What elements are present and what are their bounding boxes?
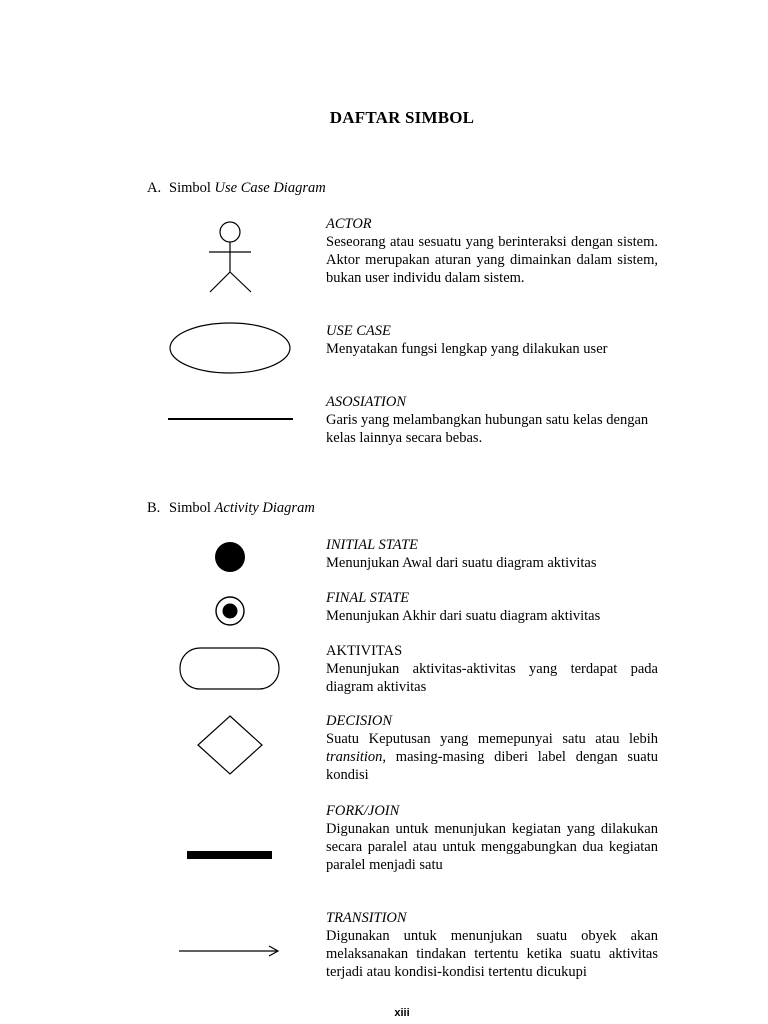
stick-figure-icon: [160, 220, 300, 294]
entry-name: TRANSITION: [326, 910, 407, 926]
entry-name: DECISION: [326, 713, 393, 729]
entry-description: Menunjukan aktivitas-aktivitas yang terdapat pada diagram aktivitas: [326, 661, 658, 695]
entry-initial-state: [326, 536, 658, 572]
entry-description: Seseorang atau sesuatu yang berinteraksi dengan sistem. Aktor merupakan aturan yang dimainkan dalam sistem, bukan user individu dalam sistem.: [326, 234, 658, 286]
description-italic-term: transition: [326, 749, 383, 765]
entry-name: ASOSIATION: [326, 394, 407, 410]
entry-aktivitas: [326, 642, 658, 696]
arrow-right-icon: [160, 942, 300, 960]
entry-asosiation: [326, 393, 658, 447]
section-name: Use Case Diagram: [214, 180, 326, 196]
entry-fork-join: [326, 802, 658, 874]
entry-description: [326, 730, 658, 784]
entry-final-state: [326, 589, 658, 625]
entry-description: Menunjukan Akhir dari suatu diagram aktivitas: [326, 608, 601, 624]
entry-decision: [326, 712, 658, 784]
entry-transition: [326, 909, 658, 981]
description-part: , masing-masing diberi label dengan suatu kondisi: [326, 749, 658, 783]
page-title: DAFTAR SIMBOL: [329, 108, 475, 127]
thick-bar-icon: [160, 848, 300, 862]
entry-actor: [326, 215, 658, 287]
entry-description: Garis yang melambangkan hubungan satu kelas dengan kelas lainnya secara bebas.: [326, 412, 649, 446]
section-letter: A.: [147, 180, 162, 196]
rounded-rectangle-icon: [160, 646, 300, 692]
description-part: Suatu Keputusan yang memepunyai satu atau lebih: [326, 731, 658, 747]
ellipse-icon: [160, 321, 300, 375]
line-icon: [160, 412, 300, 426]
section-name: Activity Diagram: [214, 500, 315, 516]
entry-description: Digunakan untuk menunjukan suatu obyek akan melaksanakan tindakan tertentu ketika suatu aktivitas terjadi atau kondisi-kondisi tertentu dicukupi: [326, 928, 658, 980]
section-letter: B.: [147, 500, 161, 516]
entry-name: FORK/JOIN: [326, 803, 400, 819]
diamond-icon: [160, 714, 300, 776]
entry-name: FINAL STATE: [326, 590, 410, 606]
filled-circle-icon: [160, 540, 300, 574]
entry-name: INITIAL STATE: [326, 537, 418, 553]
section-heading-use-case: [147, 180, 326, 197]
entry-name: USE CASE: [326, 323, 391, 339]
page-number: xiii: [394, 1007, 410, 1019]
entry-description: Menunjukan Awal dari suatu diagram aktivitas: [326, 555, 597, 571]
entry-description: Menyatakan fungsi lengkap yang dilakukan user: [326, 341, 608, 357]
entry-description: Digunakan untuk menunjukan kegiatan yang dilakukan secara paralel atau untuk menggabungkan dua kegiatan paralel menjadi satu: [326, 821, 658, 873]
section-heading-activity: [147, 500, 315, 517]
section-prefix: Simbol: [169, 500, 211, 516]
entry-name: ACTOR: [326, 216, 372, 232]
section-prefix: Simbol: [169, 180, 211, 196]
bullseye-icon: [160, 594, 300, 628]
entry-name: AKTIVITAS: [326, 643, 403, 659]
entry-use-case: [326, 322, 658, 358]
